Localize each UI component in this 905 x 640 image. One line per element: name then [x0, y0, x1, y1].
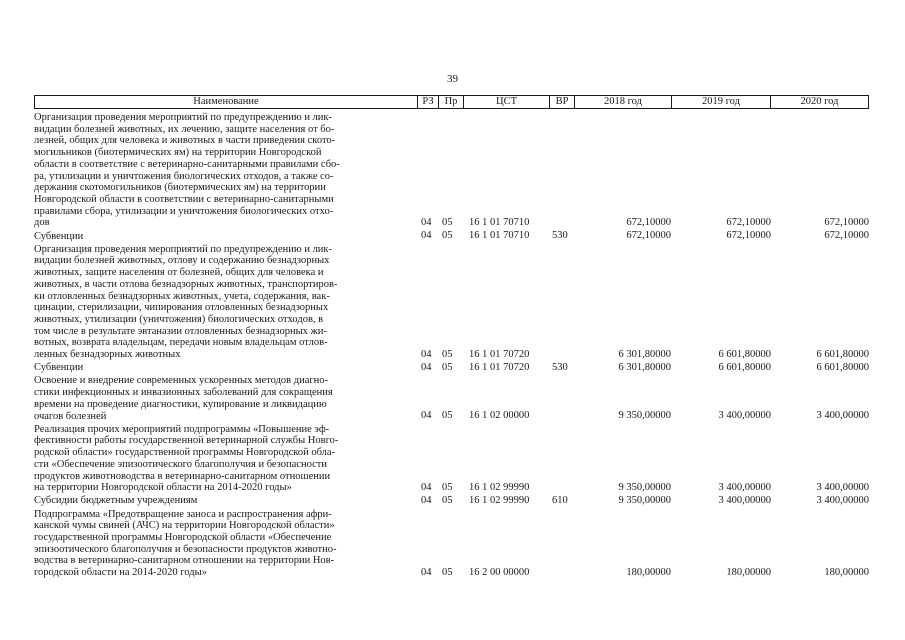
header-pr: Пр — [439, 96, 464, 108]
row-vr: 610 — [552, 495, 568, 507]
row-name-line: Организация проведения мероприятий по предупреждению и лик- — [34, 243, 333, 255]
row-cst: 16 2 00 00000 — [469, 567, 530, 579]
row-2018: 672,10000 — [626, 230, 671, 242]
row-name-line: фективности работы государственной ветеринарной службы Новго- — [34, 435, 339, 447]
row-rz: 04 — [421, 495, 432, 507]
row-2019: 672,10000 — [726, 217, 771, 229]
row-name-line: области в соответствие с ветеринарно-санитарными правилами сбо- — [34, 158, 340, 170]
page-number: 39 — [447, 73, 458, 85]
row-2020: 3 400,00000 — [816, 410, 869, 422]
row-pr: 05 — [442, 482, 453, 494]
row-name — [34, 112, 410, 229]
row-name — [34, 424, 410, 494]
row-rz: 04 — [421, 482, 432, 494]
row-pr: 05 — [442, 348, 453, 360]
row-pr: 05 — [442, 217, 453, 229]
row-2020: 672,10000 — [824, 230, 869, 242]
table-row — [34, 424, 869, 494]
row-2018: 6 301,80000 — [618, 362, 671, 374]
row-name-line: том числе в результате эвтаназии отловленных безнадзорных жи- — [34, 325, 327, 337]
row-rz: 04 — [421, 362, 432, 374]
row-2019: 3 400,00000 — [718, 482, 771, 494]
row-2018: 6 301,80000 — [618, 348, 671, 360]
row-2020: 3 400,00000 — [816, 482, 869, 494]
row-cst: 16 1 01 70720 — [469, 348, 530, 360]
row-2020: 180,00000 — [824, 567, 869, 579]
row-name-line: животных, в части отлова безнадзорных животных, транспортиров- — [34, 278, 338, 290]
row-2019: 3 400,00000 — [718, 410, 771, 422]
row-name-line: видации болезней животных, их лечению, защите населения от бо- — [34, 123, 335, 135]
row-name-line: стики инфекционных и инвазионных заболеваний для сокращения — [34, 387, 333, 399]
row-pr: 05 — [442, 230, 453, 242]
row-2020: 3 400,00000 — [816, 495, 869, 507]
row-name-line: дов — [34, 217, 50, 229]
row-2019: 6 601,80000 — [718, 362, 771, 374]
row-name-line: ленных безнадзорных животных — [34, 349, 181, 361]
row-name-line: правилами сбора, утилизации и уничтожения биологических отхо- — [34, 205, 334, 217]
row-name-line: Субвенции — [34, 230, 84, 242]
row-name — [34, 362, 410, 374]
row-cst: 16 1 01 70720 — [469, 362, 530, 374]
row-name-line: водства в ветеринарно-санитарном отношении на территории Нов- — [34, 555, 335, 567]
row-name-line: Реализация прочих мероприятий подпрограммы «Повышение эф- — [34, 423, 330, 435]
table-row — [34, 375, 869, 422]
row-name-line: канской чумы свиней (АЧС) на территории Новгородской области» — [34, 520, 335, 532]
row-name — [34, 375, 410, 422]
row-name-line: времени на проведение диагностики, купирование и ликвидацию — [34, 398, 327, 410]
header-name: Наименование — [35, 96, 418, 108]
row-name-line: Субвенции — [34, 362, 84, 374]
row-2019: 3 400,00000 — [718, 495, 771, 507]
row-name-line: на территории Новгородской области на 2014-2020 годы» — [34, 482, 292, 494]
table-row — [34, 362, 869, 374]
row-2020: 6 601,80000 — [816, 362, 869, 374]
row-name-line: Новгородской области в соответствии с ветеринарно-санитарными — [34, 193, 334, 205]
row-name-line: держания скотомогильников (биотермических ям) на территории — [34, 182, 326, 194]
row-name-line: сти «Обеспечение эпизоотического благополучия и безопасности — [34, 458, 327, 470]
table-header — [34, 95, 869, 109]
row-name-line: лезней, общих для человека и животных в части приведения ското- — [34, 135, 336, 147]
header-2019: 2019 год — [672, 96, 771, 108]
row-name-line: Организация проведения мероприятий по предупреждению и лик- — [34, 112, 333, 123]
table-row — [34, 495, 869, 507]
row-name — [34, 509, 410, 579]
row-pr: 05 — [442, 567, 453, 579]
table-row — [34, 509, 869, 579]
row-cst: 16 1 01 70710 — [469, 230, 530, 242]
row-name-line: видации болезней животных, отлову и содержанию безнадзорных — [34, 255, 330, 267]
row-cst: 16 1 02 99990 — [469, 495, 530, 507]
row-2019: 672,10000 — [726, 230, 771, 242]
row-name-line: Субсидии бюджетным учреждениям — [34, 495, 198, 507]
row-name-line: Подпрограмма «Предотвращение заноса и распространения афри- — [34, 508, 332, 520]
row-vr: 530 — [552, 362, 568, 374]
row-2019: 180,00000 — [726, 567, 771, 579]
row-rz: 04 — [421, 348, 432, 360]
row-2020: 672,10000 — [824, 217, 869, 229]
header-2020: 2020 год — [800, 96, 839, 107]
table-row — [34, 231, 869, 243]
table-row — [34, 112, 869, 229]
row-vr: 530 — [552, 230, 568, 242]
row-name-line: животных, защите населения от болезней, общих для человека и — [34, 267, 324, 279]
row-name — [34, 231, 410, 243]
row-pr: 05 — [442, 362, 453, 374]
row-name-line: продуктов животноводства в ветеринарно-санитарном отношении — [34, 470, 331, 482]
row-name — [34, 495, 410, 507]
row-name-line: могильников (биотермических ям) на территории Новгородской — [34, 147, 322, 159]
row-name-line: вотных, возврата владельцам, передачи новым владельцам отлов- — [34, 337, 328, 349]
header-rz: РЗ — [418, 96, 439, 108]
row-name-line: цинации, стерилизации, чипирования отловленных безнадзорных — [34, 302, 329, 314]
row-2019: 6 601,80000 — [718, 348, 771, 360]
table-row — [34, 244, 869, 361]
header-cst: ЦСТ — [464, 96, 550, 108]
row-name-line: городской области на 2014-2020 годы» — [34, 567, 207, 579]
row-name-line: животных, утилизации (уничтожения) биологических отходов, в — [34, 313, 324, 325]
row-name-line: ра, утилизации и уничтожения биологических отходов, а также со- — [34, 170, 334, 182]
row-name-line: эпизоотического благополучия и безопасности продуктов животно- — [34, 543, 337, 555]
row-2018: 9 350,00000 — [618, 495, 671, 507]
row-name-line: родской области» государственной программы Новгородской обла- — [34, 447, 336, 459]
header-vr: ВР — [550, 96, 575, 108]
row-rz: 04 — [421, 410, 432, 422]
row-rz: 04 — [421, 217, 432, 229]
row-cst: 16 1 01 70710 — [469, 217, 530, 229]
row-name — [34, 244, 410, 361]
row-name-line: Освоение и внедрение современных ускоренных методов диагно- — [34, 375, 329, 387]
row-2018: 9 350,00000 — [618, 482, 671, 494]
row-name-line: государственной программы Новгородской области «Обеспечение — [34, 532, 332, 543]
row-name-line: очагов болезней — [34, 410, 107, 422]
row-cst: 16 1 02 00000 — [469, 410, 530, 422]
row-rz: 04 — [421, 230, 432, 242]
row-name-line: ки отловленных безнадзорных животных, учета, содержания, вак- — [34, 290, 330, 302]
row-2018: 9 350,00000 — [618, 410, 671, 422]
row-2020: 6 601,80000 — [816, 348, 869, 360]
row-rz: 04 — [421, 567, 432, 579]
row-pr: 05 — [442, 410, 453, 422]
row-cst: 16 1 02 99990 — [469, 482, 530, 494]
row-pr: 05 — [442, 495, 453, 507]
header-2018: 2018 год — [575, 96, 672, 108]
row-2018: 672,10000 — [626, 217, 671, 229]
row-2018: 180,00000 — [626, 567, 671, 579]
